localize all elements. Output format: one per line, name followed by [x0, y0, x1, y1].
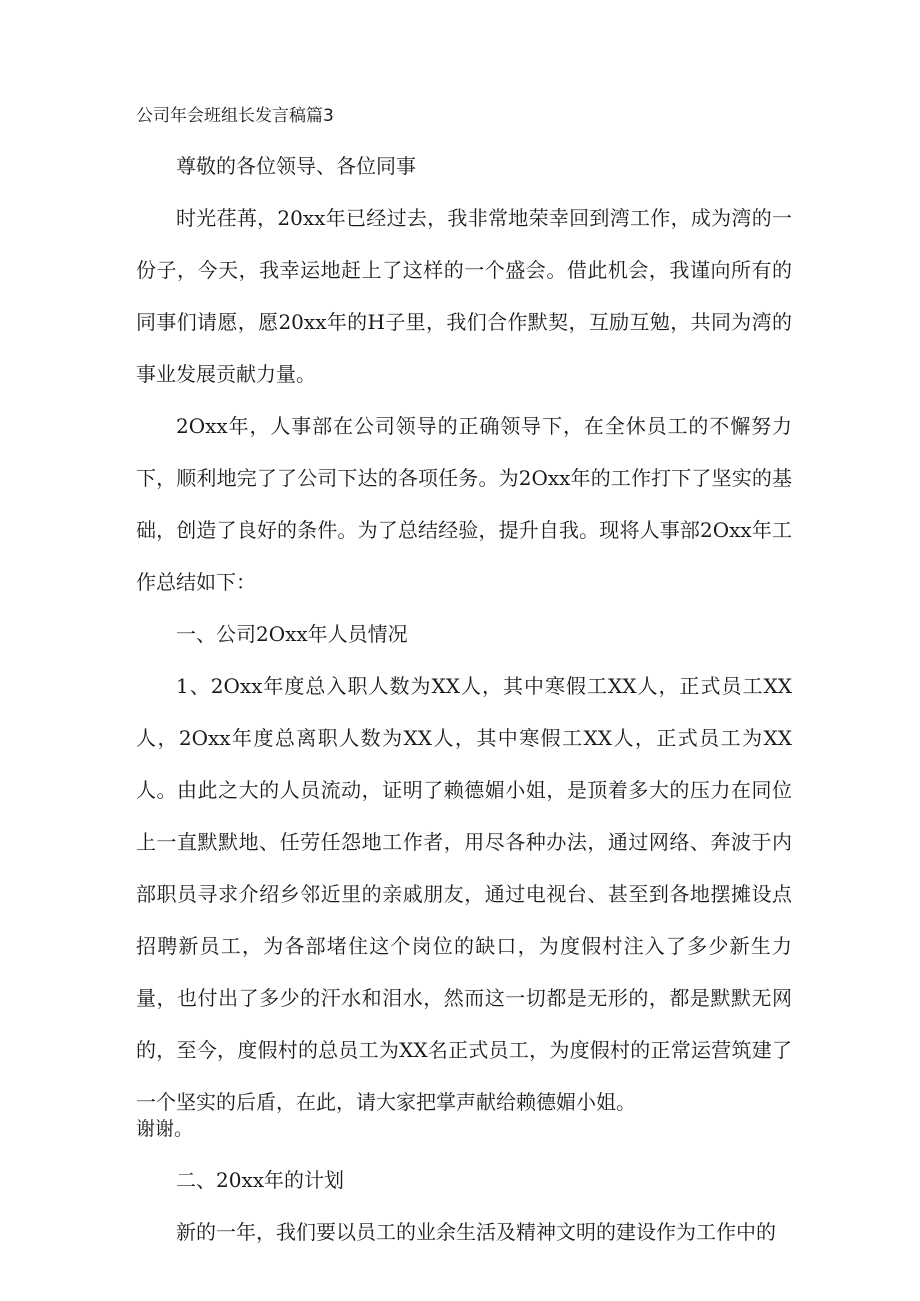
- document-body: [136, 140, 792, 1258]
- document-title: 公司年会班组长发言稿篇3: [136, 106, 334, 126]
- section-heading-staffing: 一、公司2Oxx年人员情况: [176, 622, 408, 646]
- salutation: 尊敬的各位领导、各位同事: [176, 154, 416, 178]
- paragraph-plan: 新的一年，我们要以员工的业余生活及精神文明的建设作为工作中的: [176, 1220, 776, 1244]
- paragraph-intro: 时光荏苒，20xx年已经过去，我非常地荣幸回到湾工作，成为湾的一份子，今天，我幸运地赶上了这样的一个盛会。借此机会，我谨向所有的同事们请愿，愿20xx年的H子里，我们合作默契，互励互勉，共同为湾的事业发展贡献力量。: [136, 206, 792, 386]
- paragraph-summary: 2Oxx年，人事部在公司领导的正确领导下，在全休员工的不懈努力下，顺利地完了了公司下达的各项任务。为2Oxx年的工作打下了坚实的基础，创造了良好的条件。为了总结经验，提升自我。现将人事部2Oxx年工作总结如下：: [136, 414, 792, 594]
- paragraph-staffing: 1、2Oxx年度总入职人数为XX人，其中寒假工XX人，正式员工XX人，2Oxx年度总离职人数为XX人，其中寒假工XX人，正式员工为XX人。由此之大的人员流动，证明了赖德媚小姐，是顶着多大的压力在同位上一直默默地、任劳任怨地工作者，用尽各种办法，通过网络、奔波于内部职员寻求介绍乡邻近里的亲戚朋友，通过电视台、甚至到各地摆摊设点招聘新员工，为各部堵住这个岗位的缺口，为度假村注入了多少新生力量，也付出了多少的汗水和泪水，然而这一切都是无形的，都是默默无网的，至今，度假村的总员工为XX名正式员工，为度假村的正常运营筑建了一个坚实的后盾，在此，请大家把掌声献给赖德媚小姐。: [136, 674, 792, 1114]
- section-heading-plan: 二、20xx年的计划: [176, 1168, 345, 1192]
- thanks-line: 谢谢。: [136, 1118, 194, 1140]
